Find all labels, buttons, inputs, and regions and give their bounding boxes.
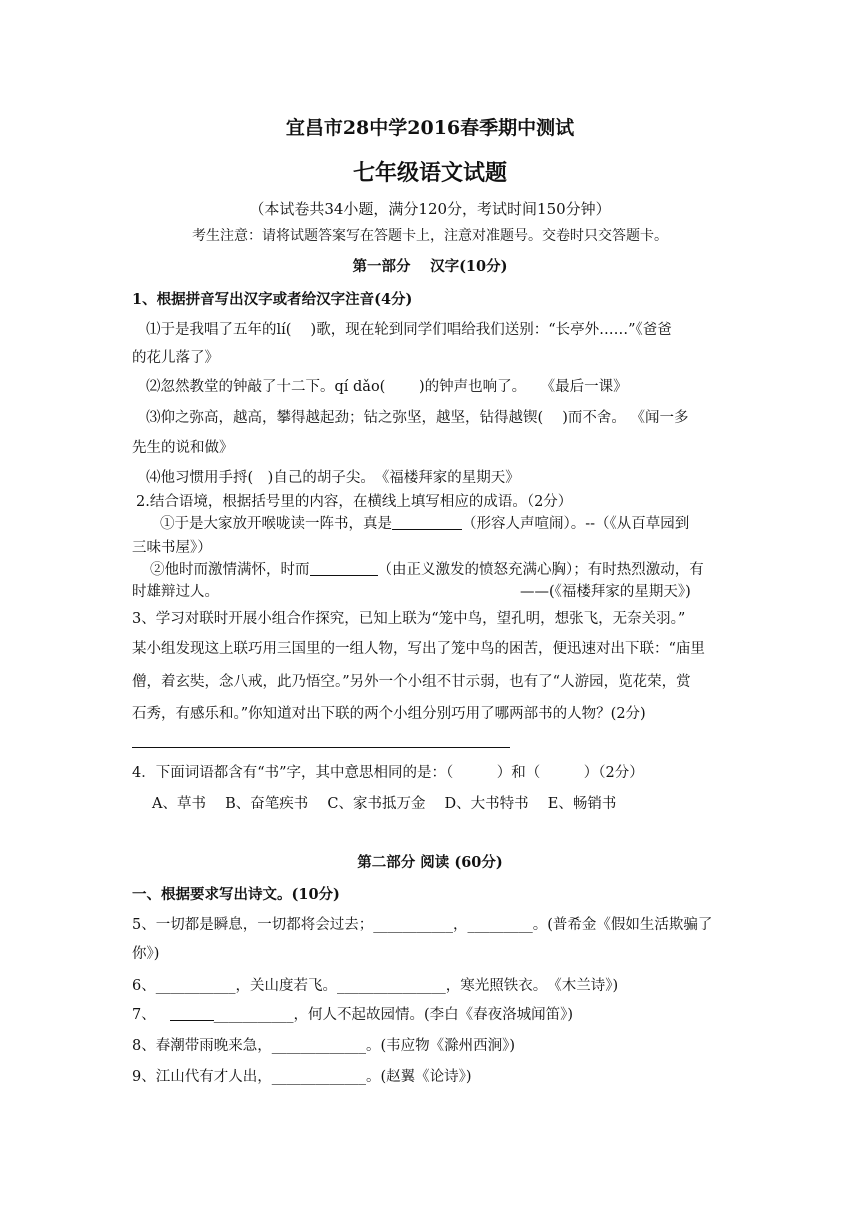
q7-blank	[170, 1005, 214, 1021]
exam-notice: 考生注意：请将试题答案写在答题卡上，注意对准题号。交卷时只交答题卡。	[192, 228, 668, 244]
q7	[132, 1005, 573, 1025]
q1-title: 1、根据拼音写出汉字或者给汉字注音(4分)	[132, 291, 413, 308]
q4-options: A、草书 B、奋笔疾书 C、家书抵万金 D、大书特书 E、畅销书	[152, 796, 617, 812]
q3-line2: 某小组发现这上联巧用三国里的一组人物，写出了笼中鸟的困苦，便迅速对出下联：“庙里	[132, 641, 705, 657]
exam-info: （本试卷共34小题，满分120分，考试时间150分钟）	[249, 200, 611, 218]
q2-b-source: ——(《福楼拜家的星期天》)	[520, 584, 691, 600]
q7-number: 7、	[132, 1007, 156, 1023]
exam-title: 宜昌市28中学2016春季期中测试	[285, 117, 575, 139]
q7-rest: ___________，何人不起故园情。(李白《春夜洛城闻笛》)	[213, 1007, 574, 1023]
q3-line3: 僧，着玄奘，念八戒，此乃悟空。”另外一个小组不甘示弱，也有了“人游园，览花荣，赏	[132, 674, 691, 690]
q5-line1: 5、一切都是瞬息，一切都将会过去；___________，_________。(普希金《假如生活欺骗了	[132, 917, 713, 933]
q3-answer-line	[132, 747, 510, 748]
part2-heading: 第二部分 阅读 (60分)	[357, 854, 503, 871]
q2-b-pre: ②他时而激情满怀，时而	[150, 562, 310, 578]
q1-item3-line2: 先生的说和做》	[132, 440, 234, 456]
q2-b-post: （由正义激发的愤怒充满心胸）；有时热烈激动，有	[377, 562, 704, 578]
part1-heading: 第一部分 汉字(10分)	[352, 258, 508, 275]
q2-a-pre: ①于是大家放开喉咙读一阵书，真是	[160, 516, 392, 532]
q3-line1: 3、学习对联时开展小组合作探究，已知上联为“笼中鸟，望孔明，想张飞，无奈关羽。”	[132, 611, 686, 627]
q4-title: 4．下面词语都含有“书”字，其中意思相同的是：（ ）和（ ）（2分）	[132, 765, 644, 781]
q2-a-line2: 三味书屋》）	[132, 540, 212, 556]
q2-item-a	[160, 514, 689, 534]
section1-heading: 一、根据要求写出诗文。(10分)	[132, 886, 340, 903]
q1-item3-line1: ⑶仰之弥高，越高，攀得越起劲；钻之弥坚，越坚，钻得越锲( )而不舍。 《闻一多	[146, 410, 689, 426]
q5-line2: 你》)	[132, 946, 160, 962]
q1-item1-line1: ⑴于是我唱了五年的lí( )歌，现在轮到同学们唱给我们送别：“长亭外……”《爸爸	[146, 322, 672, 338]
q2-a-blank	[392, 514, 462, 530]
q2-title: 2.结合语境，根据括号里的内容，在横线上填写相应的成语。（2分）	[136, 494, 573, 510]
q2-a-post: （形容人声喧闹）。--（《从百草园到	[462, 516, 690, 532]
q3-line4: 石秀，有感乐和。”你知道对出下联的两个小组分别巧用了哪两部书的人物？(2分)	[132, 706, 646, 722]
q2-b-line2: 时雄辩过人。	[132, 584, 219, 600]
q2-item-b	[150, 560, 704, 580]
q1-item4: ⑷他习惯用手捋( )自己的胡子尖。 《福楼拜家的星期天》	[146, 470, 520, 486]
exam-subtitle: 七年级语文试题	[352, 160, 507, 186]
q1-item1-line2: 的花儿落了》	[132, 350, 219, 366]
q9: 9、江山代有才人出，_____________。(赵翼《论诗》)	[132, 1069, 472, 1085]
q6: 6、___________，关山度若飞。_______________，寒光照铁衣。 《木兰诗》)	[132, 978, 619, 994]
q2-b-blank	[310, 560, 378, 576]
q8: 8、春潮带雨晚来急，_____________。(韦应物《滁州西涧》)	[132, 1038, 516, 1054]
q1-item2: ⑵忽然教堂的钟敲了十二下。qí dǎo( )的钟声也响了。 《最后一课》	[146, 379, 628, 395]
